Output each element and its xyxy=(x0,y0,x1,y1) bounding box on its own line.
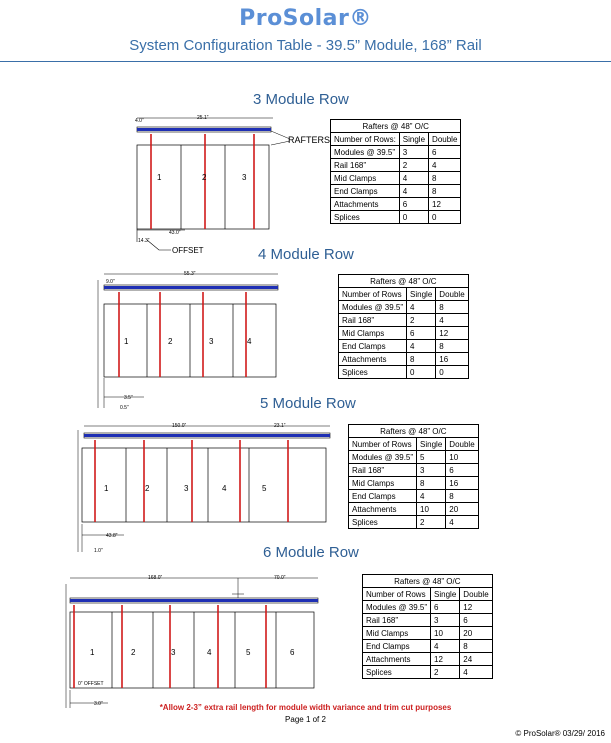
dim-label-offset: 0” OFFSET xyxy=(78,681,104,687)
module-label: 4 xyxy=(222,484,227,493)
table-cell: 16 xyxy=(436,353,468,366)
dim-label-top: 55.3” xyxy=(184,271,196,277)
header-divider xyxy=(0,61,611,62)
config-table-5-module xyxy=(348,424,479,529)
table-header: Rafters @ 48” O/C xyxy=(331,120,461,133)
offset-label: OFFSET xyxy=(172,246,204,255)
module-label: 5 xyxy=(262,484,267,493)
module-label: 1 xyxy=(104,484,109,493)
table-cell: 0 xyxy=(407,366,436,379)
diagram-6-module-row xyxy=(64,572,326,710)
table-cell: 20 xyxy=(460,627,492,640)
dim-label-bottom-b: 1.0” xyxy=(94,548,103,554)
table-cell: 3 xyxy=(431,614,460,627)
dim-label-top-b: 70.0” xyxy=(274,575,286,581)
table-cell: 3 xyxy=(417,464,446,477)
table-header: Rafters @ 48” O/C xyxy=(363,575,493,588)
table-cell: 5 xyxy=(417,451,446,464)
section-title-6-module: 6 Module Row xyxy=(263,544,359,561)
table-cell: 6 xyxy=(446,464,478,477)
table-cell: 8 xyxy=(429,185,461,198)
table-cell: 4 xyxy=(399,185,428,198)
copyright-notice: © ProSolar® 03/29/ 2016 xyxy=(515,729,605,738)
table-cell: Modules @ 39.5” xyxy=(339,301,407,314)
module-label: 3 xyxy=(184,484,189,493)
table-cell: 10 xyxy=(431,627,460,640)
dim-label-right: 23.1” xyxy=(274,423,286,429)
prosolar-logo: ProSolar® xyxy=(239,6,372,31)
table-cell: 8 xyxy=(407,353,436,366)
page-title: System Configuration Table - 39.5” Module, 168” Rail xyxy=(129,37,482,54)
table-cell: 8 xyxy=(417,477,446,490)
table-cell: 8 xyxy=(429,172,461,185)
col-header: Double xyxy=(446,438,478,451)
module-label: 1 xyxy=(157,173,162,182)
table-cell: Modules @ 39.5” xyxy=(349,451,417,464)
table-cell: End Clamps xyxy=(331,185,400,198)
table-cell: End Clamps xyxy=(363,640,431,653)
table-cell: 8 xyxy=(436,340,468,353)
table-cell: Attachments xyxy=(349,503,417,516)
table-cell: End Clamps xyxy=(349,490,417,503)
diagram-4-module-row xyxy=(94,268,284,414)
table-header: Rafters @ 48” O/C xyxy=(339,275,469,288)
table-cell: Splices xyxy=(349,516,417,529)
module-label: 3 xyxy=(242,173,247,182)
table-cell: 2 xyxy=(407,314,436,327)
table-cell: 4 xyxy=(436,314,468,327)
table-cell: 4 xyxy=(407,301,436,314)
table-cell: 4 xyxy=(460,666,492,679)
col-header: Single xyxy=(431,588,460,601)
module-label: 2 xyxy=(202,173,207,182)
col-header: Single xyxy=(407,288,436,301)
table-cell: 8 xyxy=(436,301,468,314)
table-cell: 8 xyxy=(446,490,478,503)
rail-length-note: *Allow 2-3” extra rail length for module width variance and trim cut purposes xyxy=(159,703,452,712)
diagram-3-module-row xyxy=(125,112,335,258)
dim-label-top: 25.1” xyxy=(197,115,209,121)
dim-label-left-top: 4.0” xyxy=(135,118,144,124)
table-cell: 6 xyxy=(407,327,436,340)
table-cell: Rail 168” xyxy=(339,314,407,327)
col-header: Double xyxy=(429,133,461,146)
module-label: 5 xyxy=(246,648,251,657)
dim-label-offset-h: 43.0” xyxy=(169,230,181,236)
table-cell: Modules @ 39.5” xyxy=(331,146,400,159)
table-cell: 24 xyxy=(460,653,492,666)
table-cell: Mid Clamps xyxy=(363,627,431,640)
module-label: 3 xyxy=(171,648,176,657)
module-label: 2 xyxy=(131,648,136,657)
table-cell: Mid Clamps xyxy=(331,172,400,185)
table-cell: 2 xyxy=(399,159,428,172)
table-cell: 0 xyxy=(436,366,468,379)
dim-label-bottom: 3.0” xyxy=(94,701,103,707)
col-header: Number of Rows xyxy=(363,588,431,601)
table-cell: 6 xyxy=(460,614,492,627)
table-cell: Rail 168” xyxy=(331,159,400,172)
dim-label-offset-v: 14.3” xyxy=(138,238,150,244)
col-header: Number of Rows: xyxy=(331,133,400,146)
table-cell: Rail 168” xyxy=(363,614,431,627)
config-table-6-module xyxy=(362,574,493,679)
table-cell: 20 xyxy=(446,503,478,516)
dim-label-top-a: 168.0” xyxy=(148,575,163,581)
table-cell: 0 xyxy=(429,211,461,224)
table-cell: 10 xyxy=(446,451,478,464)
col-header: Double xyxy=(436,288,468,301)
col-header: Single xyxy=(417,438,446,451)
section-title-5-module: 5 Module Row xyxy=(260,395,356,412)
table-cell: 3 xyxy=(399,146,428,159)
table-cell: Attachments xyxy=(339,353,407,366)
table-cell: 4 xyxy=(399,172,428,185)
rafters-label: RAFTERS xyxy=(288,135,331,145)
table-cell: 12 xyxy=(436,327,468,340)
page-number: Page 1 of 2 xyxy=(285,715,326,724)
dim-label-bottom-a: 43.8” xyxy=(106,533,118,539)
dim-label-left-top: 9.0” xyxy=(106,279,115,285)
diagram-5-module-row xyxy=(74,418,336,558)
col-header: Number of Rows xyxy=(349,438,417,451)
table-cell: 6 xyxy=(431,601,460,614)
module-label: 6 xyxy=(290,648,295,657)
table-cell: Splices xyxy=(331,211,400,224)
table-cell: Splices xyxy=(339,366,407,379)
module-label: 1 xyxy=(124,337,129,346)
table-cell: 4 xyxy=(417,490,446,503)
col-header: Single xyxy=(399,133,428,146)
config-table-4-module xyxy=(338,274,469,379)
table-cell: 4 xyxy=(407,340,436,353)
table-cell: 6 xyxy=(429,146,461,159)
table-cell: Mid Clamps xyxy=(339,327,407,340)
table-cell: 12 xyxy=(460,601,492,614)
dim-label-top: 150.0” xyxy=(172,423,187,429)
module-label: 2 xyxy=(145,484,150,493)
table-cell: End Clamps xyxy=(339,340,407,353)
section-title-4-module: 4 Module Row xyxy=(258,246,354,263)
table-cell: 4 xyxy=(429,159,461,172)
table-cell: 4 xyxy=(446,516,478,529)
section-title-3-module: 3 Module Row xyxy=(253,91,349,108)
table-cell: 12 xyxy=(429,198,461,211)
table-cell: 8 xyxy=(460,640,492,653)
table-cell: Attachments xyxy=(363,653,431,666)
module-label: 4 xyxy=(207,648,212,657)
dim-label-bottom-b: 0.5” xyxy=(120,405,129,411)
table-cell: 6 xyxy=(399,198,428,211)
table-header: Rafters @ 48” O/C xyxy=(349,425,479,438)
table-cell: 0 xyxy=(399,211,428,224)
col-header: Number of Rows xyxy=(339,288,407,301)
table-cell: Modules @ 39.5” xyxy=(363,601,431,614)
table-cell: Mid Clamps xyxy=(349,477,417,490)
dim-label-bottom-a: 3.5” xyxy=(124,395,133,401)
table-cell: 2 xyxy=(417,516,446,529)
table-cell: 16 xyxy=(446,477,478,490)
table-cell: 4 xyxy=(431,640,460,653)
col-header: Double xyxy=(460,588,492,601)
module-label: 2 xyxy=(168,337,173,346)
config-table-3-module xyxy=(330,119,461,224)
module-label: 3 xyxy=(209,337,214,346)
table-cell: Attachments xyxy=(331,198,400,211)
table-cell: Rail 168” xyxy=(349,464,417,477)
table-cell: Splices xyxy=(363,666,431,679)
table-cell: 2 xyxy=(431,666,460,679)
table-cell: 10 xyxy=(417,503,446,516)
module-label: 1 xyxy=(90,648,95,657)
table-cell: 12 xyxy=(431,653,460,666)
module-label: 4 xyxy=(247,337,252,346)
